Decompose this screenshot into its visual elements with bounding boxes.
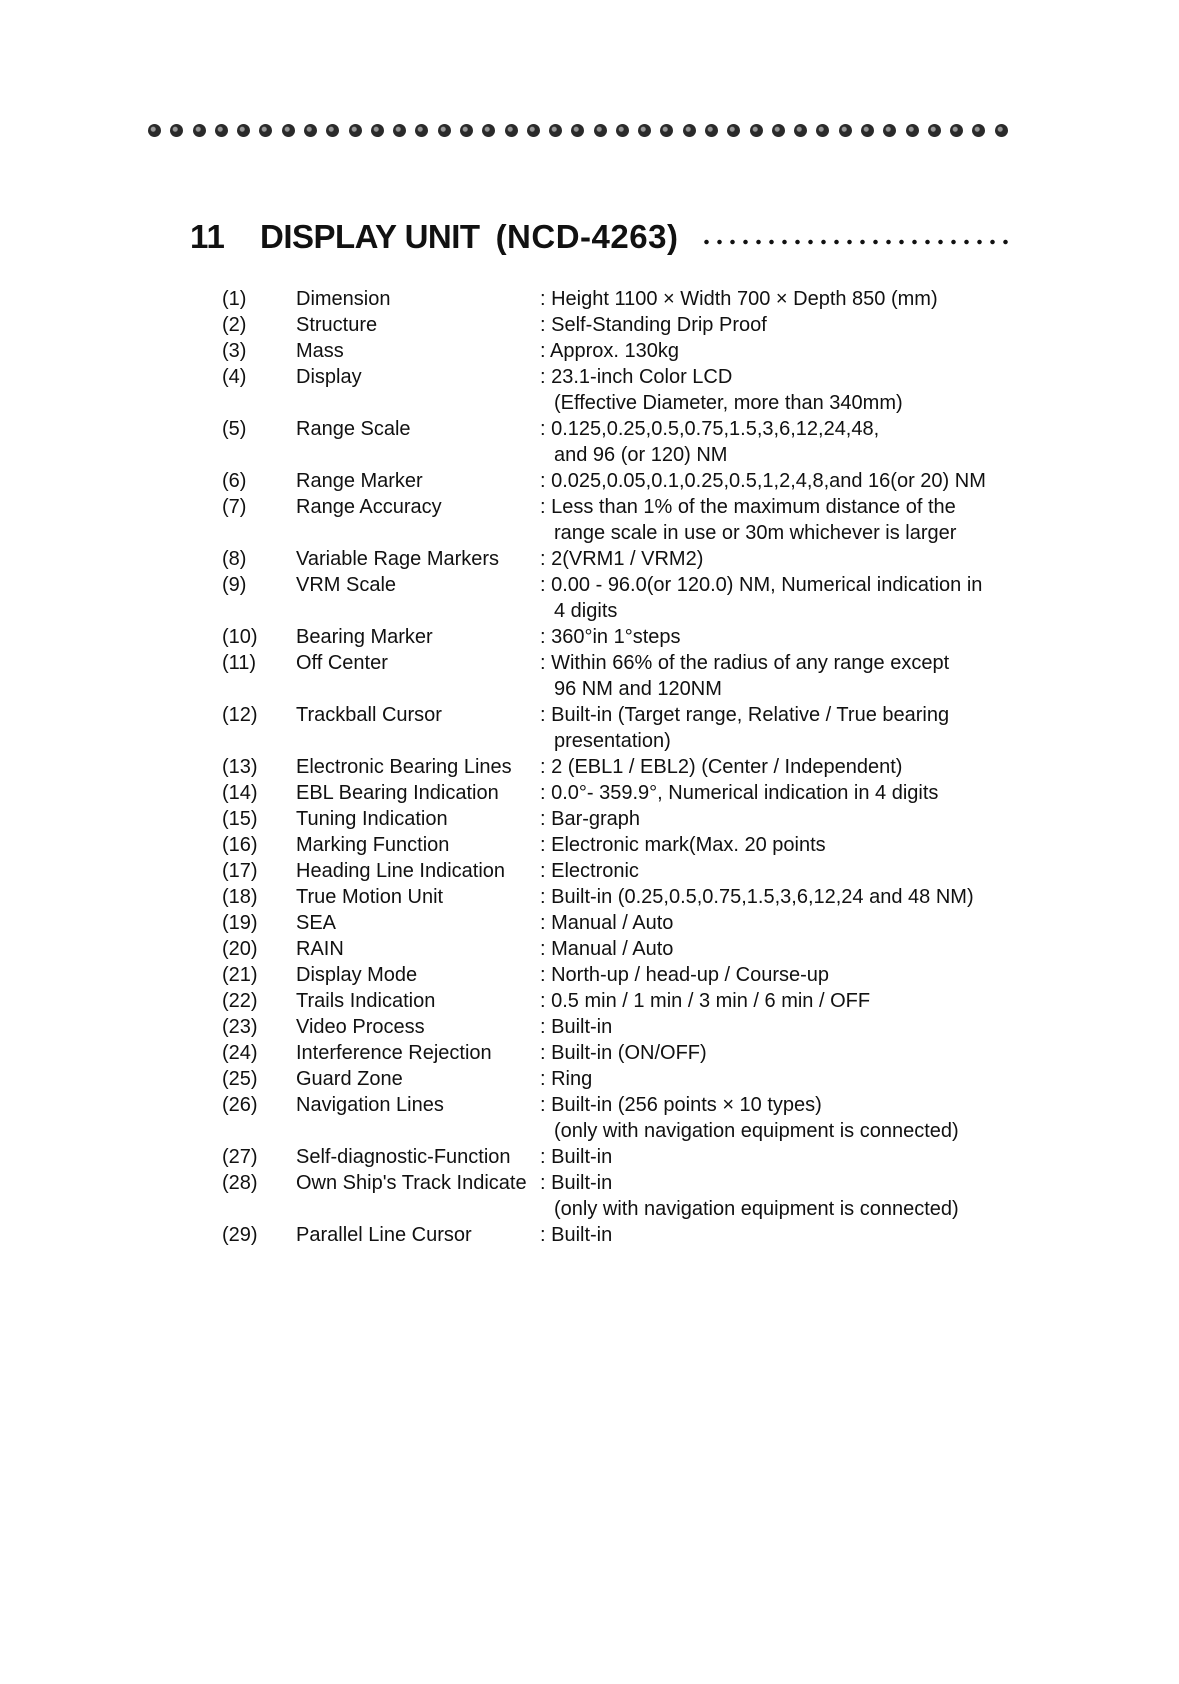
spec-row <box>222 364 1012 416</box>
spec-number: (12) <box>222 704 258 726</box>
spec-number: (1) <box>222 288 247 310</box>
spec-label: Navigation Lines <box>296 1094 444 1116</box>
spec-number: (4) <box>222 366 247 388</box>
spec-value-line: : Less than 1% of the maximum distance of the <box>540 496 956 518</box>
spec-value-line: : Self-Standing Drip Proof <box>540 314 767 336</box>
spec-row <box>222 494 1012 546</box>
spec-value-line: : Built-in (256 points × 10 types) <box>540 1094 822 1116</box>
bullet-dot-icon <box>326 124 339 137</box>
section-number: 11 <box>190 218 225 255</box>
bullet-dot-icon <box>683 124 696 137</box>
spec-value-line: : Built-in <box>540 1016 613 1038</box>
spec-value <box>540 364 1060 416</box>
section-model: (NCD-4263) <box>495 218 679 255</box>
spec-number: (6) <box>222 470 247 492</box>
bullet-dot-icon <box>415 124 428 137</box>
bullet-dot-icon <box>727 124 740 137</box>
spec-row <box>222 572 1012 624</box>
spec-value-line: : 2(VRM1 / VRM2) <box>540 548 704 570</box>
spec-value-line: : Built-in <box>540 1172 613 1194</box>
spec-number: (13) <box>222 756 258 778</box>
spec-value <box>540 1170 1060 1222</box>
spec-value-line: : Ring <box>540 1068 593 1090</box>
bullet-dot-icon <box>616 124 629 137</box>
spec-value <box>540 936 1060 962</box>
spec-value-line: 96 NM and 120NM <box>554 678 722 700</box>
spec-label: Marking Function <box>296 834 450 856</box>
spec-value <box>540 780 1060 806</box>
spec-value-line: : Within 66% of the radius of any range except <box>540 652 950 674</box>
spec-value-line: : 2 (EBL1 / EBL2) (Center / Independent) <box>540 756 903 778</box>
spec-value-line: : Built-in <box>540 1146 613 1168</box>
bullet-dot-icon <box>950 124 963 137</box>
spec-row <box>222 884 1012 910</box>
bullet-dot-icon <box>839 124 852 137</box>
spec-value <box>540 338 1060 364</box>
bullet-dot-icon <box>438 124 451 137</box>
spec-value <box>540 702 1060 754</box>
spec-value-line: 4 digits <box>554 600 618 622</box>
spec-value-line: presentation) <box>554 730 671 752</box>
spec-value-line: : Manual / Auto <box>540 912 674 934</box>
spec-label: Range Scale <box>296 418 411 440</box>
spec-row <box>222 1066 1012 1092</box>
spec-value <box>540 1222 1060 1248</box>
spec-label: EBL Bearing Indication <box>296 782 499 804</box>
section-title: DISPLAY UNIT <box>260 218 480 255</box>
bullet-dot-icon <box>170 124 183 137</box>
spec-number: (2) <box>222 314 247 336</box>
spec-value-line: : Bar-graph <box>540 808 641 830</box>
spec-row <box>222 1170 1012 1222</box>
spec-value-line: : 360°in 1°steps <box>540 626 681 648</box>
spec-label: Interference Rejection <box>296 1042 492 1064</box>
spec-value <box>540 312 1060 338</box>
spec-row <box>222 858 1012 884</box>
spec-list <box>222 286 1012 1248</box>
spec-value-line: : Built-in <box>540 1224 613 1246</box>
spec-number: (28) <box>222 1172 258 1194</box>
spec-value <box>540 546 1060 572</box>
spec-label: Video Process <box>296 1016 425 1038</box>
spec-number: (21) <box>222 964 258 986</box>
spec-label: RAIN <box>296 938 344 960</box>
spec-value-line: (only with navigation equipment is connected) <box>554 1198 959 1220</box>
bullet-dot-icon <box>995 124 1008 137</box>
spec-label: Range Marker <box>296 470 423 492</box>
spec-row <box>222 754 1012 780</box>
spec-label: Tuning Indication <box>296 808 448 830</box>
spec-row <box>222 806 1012 832</box>
spec-value <box>540 572 1060 624</box>
spec-value <box>540 1066 1060 1092</box>
spec-label: Electronic Bearing Lines <box>296 756 512 778</box>
spec-row <box>222 286 1012 312</box>
spec-label: Dimension <box>296 288 391 310</box>
spec-value-line: : 0.025,0.05,0.1,0.25,0.5,1,2,4,8,and 16(or 20) NM <box>540 470 986 492</box>
bullet-dot-icon <box>928 124 941 137</box>
spec-number: (10) <box>222 626 258 648</box>
spec-number: (5) <box>222 418 247 440</box>
bullet-dot-icon <box>237 124 250 137</box>
spec-number: (25) <box>222 1068 258 1090</box>
spec-label: Parallel Line Cursor <box>296 1224 472 1246</box>
bullet-dot-icon <box>193 124 206 137</box>
bullet-dot-icon <box>527 124 540 137</box>
spec-number: (16) <box>222 834 258 856</box>
spec-value-line: : Electronic mark(Max. 20 points <box>540 834 826 856</box>
spec-row <box>222 1092 1012 1144</box>
spec-row <box>222 988 1012 1014</box>
spec-number: (27) <box>222 1146 258 1168</box>
spec-row <box>222 832 1012 858</box>
spec-value-line: : Built-in (ON/OFF) <box>540 1042 707 1064</box>
bullet-dot-icon <box>750 124 763 137</box>
spec-value <box>540 858 1060 884</box>
spec-label: Display Mode <box>296 964 418 986</box>
spec-value <box>540 832 1060 858</box>
spec-value-line: : North-up / head-up / Course-up <box>540 964 830 986</box>
bullet-dot-icon <box>883 124 896 137</box>
spec-number: (11) <box>222 652 257 674</box>
spec-value <box>540 1092 1060 1144</box>
bullet-dot-icon <box>594 124 607 137</box>
spec-value <box>540 494 1060 546</box>
bullet-dot-icon <box>861 124 874 137</box>
spec-row <box>222 546 1012 572</box>
spec-value-line: : 0.125,0.25,0.5,0.75,1.5,3,6,12,24,48, <box>540 418 880 440</box>
bullet-dot-icon <box>549 124 562 137</box>
spec-value-line: (Effective Diameter, more than 340mm) <box>554 392 903 414</box>
bullet-dot-icon <box>148 124 161 137</box>
bullet-dot-icon <box>660 124 673 137</box>
spec-value <box>540 650 1060 702</box>
spec-number: (17) <box>222 860 258 882</box>
spec-value <box>540 1014 1060 1040</box>
spec-number: (7) <box>222 496 247 518</box>
bullet-dot-icon <box>705 124 718 137</box>
spec-value-line: : Electronic <box>540 860 639 882</box>
spec-row <box>222 650 1012 702</box>
spec-number: (14) <box>222 782 258 804</box>
bullet-dot-icon <box>638 124 651 137</box>
spec-number: (3) <box>222 340 247 362</box>
spec-label: SEA <box>296 912 337 934</box>
spec-number: (24) <box>222 1042 258 1064</box>
spec-label: Trackball Cursor <box>296 704 442 726</box>
spec-value-line: : 23.1-inch Color LCD <box>540 366 733 388</box>
spec-row <box>222 312 1012 338</box>
spec-value <box>540 910 1060 936</box>
bullet-dot-icon <box>505 124 518 137</box>
spec-number: (29) <box>222 1224 258 1246</box>
bullet-dot-icon <box>215 124 228 137</box>
spec-number: (8) <box>222 548 247 570</box>
spec-label: Bearing Marker <box>296 626 433 648</box>
bullet-dot-icon <box>259 124 272 137</box>
spec-value <box>540 754 1060 780</box>
spec-row <box>222 624 1012 650</box>
bullet-dot-icon <box>304 124 317 137</box>
bullet-dot-icon <box>906 124 919 137</box>
spec-value-line: (only with navigation equipment is connected) <box>554 1120 959 1142</box>
spec-number: (23) <box>222 1016 258 1038</box>
spec-label: Structure <box>296 314 378 336</box>
spec-value-line: range scale in use or 30m whichever is larger <box>554 522 957 544</box>
spec-label: Heading Line Indication <box>296 860 506 882</box>
spec-row <box>222 338 1012 364</box>
spec-number: (22) <box>222 990 258 1012</box>
spec-value-line: : Built-in (0.25,0.5,0.75,1.5,3,6,12,24 and 48 NM) <box>540 886 974 908</box>
spec-value-line: : 0.5 min / 1 min / 3 min / 6 min / OFF <box>540 990 871 1012</box>
spec-value <box>540 1040 1060 1066</box>
bullet-dot-icon <box>816 124 829 137</box>
spec-label: Display <box>296 366 362 388</box>
spec-value <box>540 884 1060 910</box>
bullet-dot-icon <box>772 124 785 137</box>
spec-number: (26) <box>222 1094 258 1116</box>
spec-row <box>222 702 1012 754</box>
bullet-dot-icon <box>482 124 495 137</box>
spec-value <box>540 416 1060 468</box>
spec-number: (9) <box>222 574 247 596</box>
bullet-dot-icon <box>460 124 473 137</box>
spec-value-line: : 0.00 - 96.0(or 120.0) NM, Numerical indication in <box>540 574 983 596</box>
spec-value <box>540 1144 1060 1170</box>
spec-label: VRM Scale <box>296 574 397 596</box>
spec-value <box>540 962 1060 988</box>
spec-value <box>540 988 1060 1014</box>
spec-label: Off Center <box>296 652 388 674</box>
spec-row <box>222 936 1012 962</box>
spec-value-line: : Built-in (Target range, Relative / True bearing <box>540 704 950 726</box>
bullet-dot-icon <box>794 124 807 137</box>
spec-label: Variable Rage Markers <box>296 548 500 570</box>
spec-value <box>540 624 1060 650</box>
spec-value-line: : Manual / Auto <box>540 938 674 960</box>
spec-number: (15) <box>222 808 258 830</box>
spec-row <box>222 780 1012 806</box>
spec-value <box>540 468 1060 494</box>
spec-value <box>540 286 1060 312</box>
spec-value-line: : Height 1100 × Width 700 × Depth 850 (mm) <box>540 288 938 310</box>
decorative-dot-border <box>148 122 1008 138</box>
spec-row <box>222 910 1012 936</box>
spec-label: Range Accuracy <box>296 496 442 518</box>
spec-label: Guard Zone <box>296 1068 403 1090</box>
spec-value-line: : 0.0°- 359.9°, Numerical indication in 4 digits <box>540 782 939 804</box>
bullet-dot-icon <box>282 124 295 137</box>
spec-label: Mass <box>296 340 344 362</box>
spec-row <box>222 468 1012 494</box>
spec-row <box>222 1040 1012 1066</box>
spec-row <box>222 1144 1012 1170</box>
dot-leader <box>700 239 1010 245</box>
bullet-dot-icon <box>571 124 584 137</box>
spec-label: Trails Indication <box>296 990 436 1012</box>
spec-number: (19) <box>222 912 258 934</box>
spec-value <box>540 806 1060 832</box>
spec-number: (18) <box>222 886 258 908</box>
bullet-dot-icon <box>393 124 406 137</box>
spec-value-line: and 96 (or 120) NM <box>554 444 728 466</box>
spec-number: (20) <box>222 938 258 960</box>
spec-row <box>222 1222 1012 1248</box>
spec-value-line: : Approx. 130kg <box>540 340 679 362</box>
section-heading <box>190 212 1010 262</box>
spec-row <box>222 416 1012 468</box>
spec-row <box>222 1014 1012 1040</box>
spec-label: Own Ship's Track Indicate <box>296 1172 527 1194</box>
spec-label: True Motion Unit <box>296 886 444 908</box>
bullet-dot-icon <box>371 124 384 137</box>
bullet-dot-icon <box>349 124 362 137</box>
spec-row <box>222 962 1012 988</box>
bullet-dot-icon <box>972 124 985 137</box>
spec-label: Self-diagnostic-Function <box>296 1146 511 1168</box>
